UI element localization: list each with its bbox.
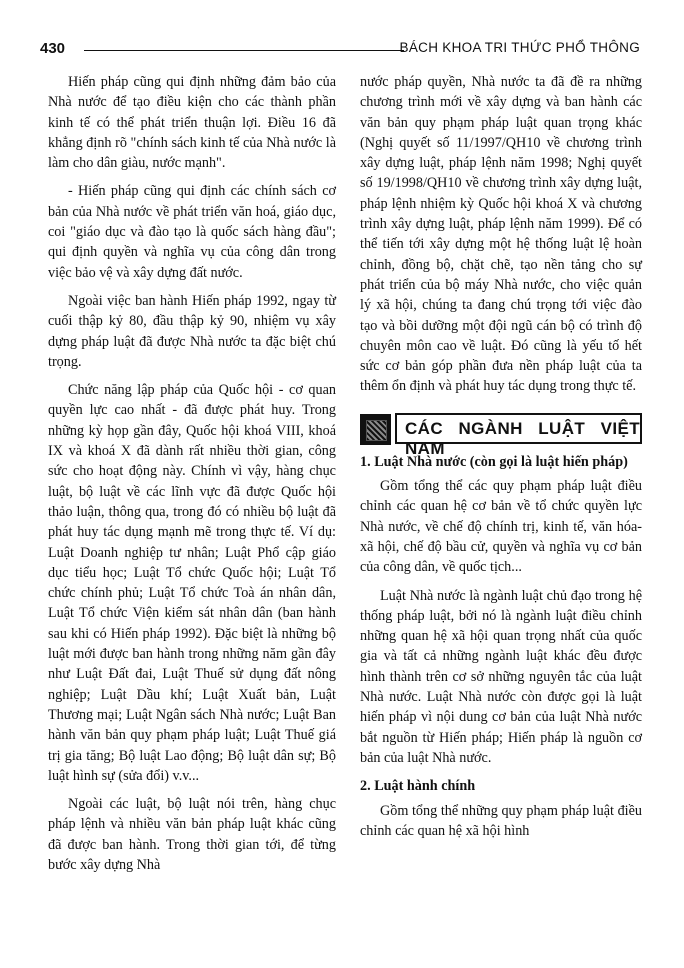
section-title: CÁC NGÀNH LUẬT VIỆT NAM <box>405 418 640 459</box>
paragraph: Gồm tổng thể các quy phạm pháp luật điều chỉnh các quan hệ cơ bản về tổ chức quyền lực Nhà nước, về chế độ chính trị, kinh tế, văn hóa-xã hội, chế độ bầu cử, quyền và nghĩa vụ cơ bản của công dân, về quốc tịch... <box>360 478 642 576</box>
subheading: 2. Luật hành chính <box>360 778 476 795</box>
left-column <box>48 72 336 883</box>
paragraph: Hiến pháp cũng qui định những đảm bảo của Nhà nước để tạo điều kiện cho các thành phần kinh tế có thể phát triển thuận lợi. Điều 16 đã khẳng định rõ "chính sách kinh tế của Nhà nước là làm cho dân giàu, nước mạnh". <box>48 74 336 172</box>
running-header <box>40 40 640 62</box>
paragraph: Gồm tổng thể những quy phạm pháp luật điều chỉnh các quan hệ xã hội hình <box>360 802 642 839</box>
paragraph: Chức năng lập pháp của Quốc hội - cơ quan quyền lực cao nhất - đã được phát huy. Trong những kỳ họp gần đây, Quốc hội khoá VIII, khoá IX và khoá X đã dành rất nhiều thời gian, công sức cho hoạt động này. Chính vì vậy, hàng chục luật, bộ luật về các lĩnh vực đã được Quốc hội thảo luận, thông qua, trong đó có nhiều bộ luật đã phát huy tác dụng mạnh mẽ trong thực tế. Ví dụ: Luật Doanh nghiệp tư nhân; Luật Phổ cập giáo dục tiểu học; Luật Tổ chức Quốc hội; Luật Tổ chức chính phủ; Luật Tổ chức Toà án nhân dân, Luật Tổ chức Viện kiểm sát nhân dân (ban hành sau khi có Hiến pháp 1992). Đặc biệt là những bộ luật mới được ban hành trong những năm gần đây như Luật Đất đai, Luật Thuế sử dụng đất nông nghiệp; Luật Dầu khí; Luật Xuất bản, Luật Thương mại; Luật Ngân sách Nhà nước; Luật Ban hành văn bản quy phạm pháp luật; Luật Thuế giá trị gia tăng; Bộ luật Lao động; Bộ luật dân sự; Bộ luật hình sự (sửa đổi) v.v... <box>48 382 336 784</box>
subheading: 1. Luật Nhà nước (còn gọi là luật hiến pháp) <box>360 453 628 470</box>
paragraph: Luật Nhà nước là ngành luật chủ đạo trong hệ thống pháp luật, bởi nó là ngành luật điều chỉnh những quan hệ xã hội quan trọng nhất của quốc gia và tất cả những ngành luật khác đều được hình thành trên cơ sở những nguyên tắc của luật Nhà nước. Luật Nhà nước còn được gọi là luật hiến pháp vì nội dung cơ bản của luật Nhà nước bắt nguồn từ Hiến pháp; Hiến pháp là nguồn cơ bản của luật Nhà nước. <box>360 587 642 766</box>
section-ornament-icon <box>360 414 391 445</box>
section-heading <box>360 413 642 459</box>
running-title: BÁCH KHOA TRI THỨC PHỔ THÔNG <box>399 40 640 55</box>
page-number: 430 <box>40 40 66 57</box>
section-title-frame <box>395 413 642 459</box>
paragraph: - Hiến pháp cũng qui định các chính sách cơ bản của Nhà nước về phát triển văn hoá, giáo dục, coi "giáo dục và đào tạo là quốc sách hàng đầu"; qui định quyền và nghĩa vụ của công dân trong việc bảo vệ và xây dựng đất nước. <box>48 183 336 281</box>
right-column <box>360 72 642 849</box>
paragraph: Ngoài việc ban hành Hiến pháp 1992, ngay từ cuối thập kỷ 80, đầu thập kỷ 90, nhiệm vụ xây dựng pháp luật đã được Nhà nước ta đặc biệt chú trọng. <box>48 292 336 370</box>
paragraph: nước pháp quyền, Nhà nước ta đã đề ra những chương trình mới về xây dựng và ban hành các văn bản quy phạm pháp luật quan trọng khác (Nghị quyết số 11/1997/QH10 về chương trình xây dựng luật, pháp lệnh năm 1998; Nghị quyết số 19/1998/QH10 về chương trình xây dựng luật, pháp lệnh nhiệm kỳ Quốc hội khoá X và chương trình xây dựng luật, pháp lệnh năm 1999). Để có thể tiến tới xây dựng một hệ thống luật lệ hoàn chỉnh, đồng bộ, chặt chẽ, tạo nền tảng cho sự phát triển của bộ máy Nhà nước, cho việc quản lý xã hội, chúng ta đang chú trọng tới việc đào tạo và bồi dưỡng một đội ngũ cán bộ có trình độ chuyên môn cao về luật. Đó cũng là yếu tố hết sức cơ bản góp phần đưa nền pháp luật của ta thêm ổn định và phát huy tác dụng trong thực tế. <box>360 74 642 395</box>
paragraph: Ngoài các luật, bộ luật nói trên, hàng chục pháp lệnh và nhiều văn bản pháp luật khác cũng đã được ban hành. Trong thời gian tới, để từng bước xây dựng Nhà <box>48 796 336 873</box>
header-rule <box>84 50 404 51</box>
